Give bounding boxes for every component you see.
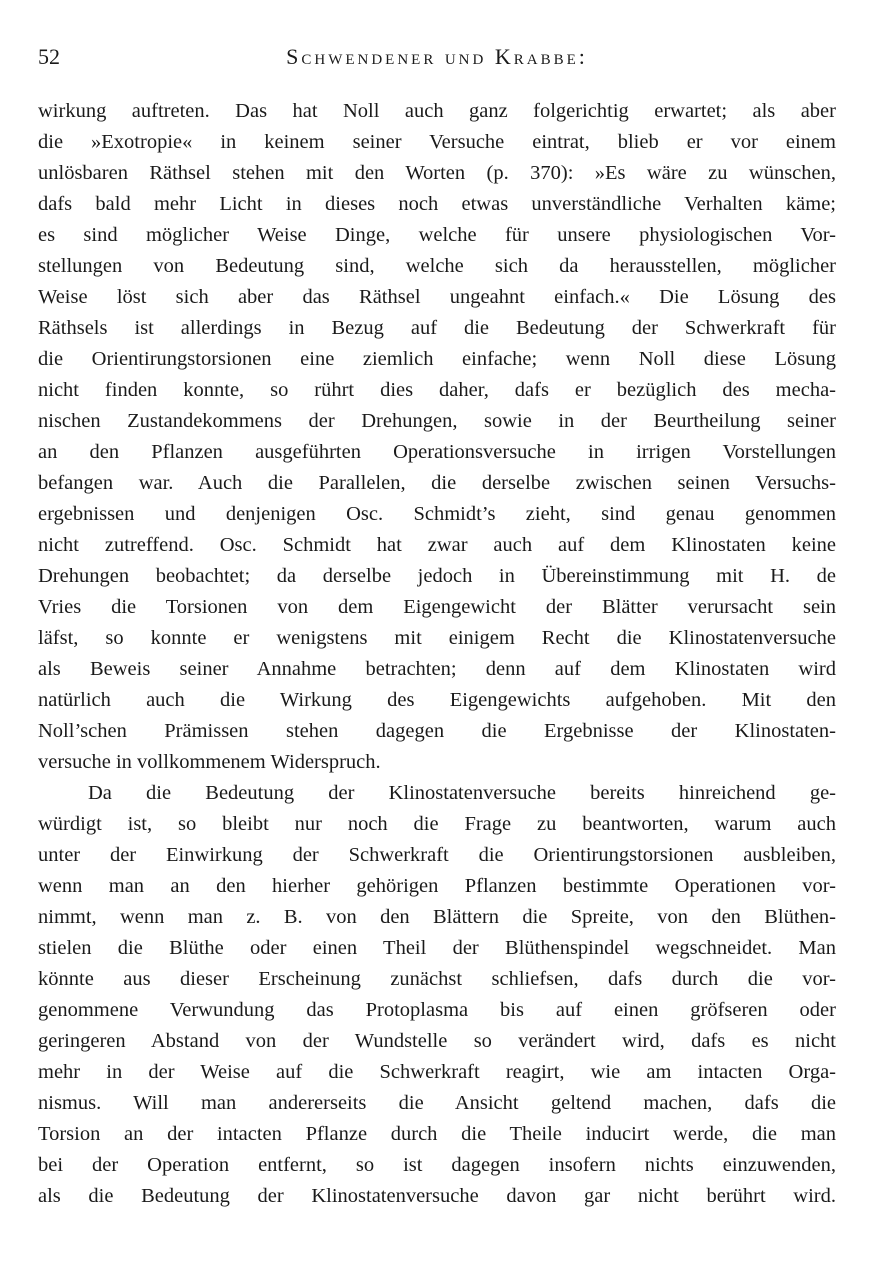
text-line: nischen Zustandekommens der Drehungen, sowie in der Beurtheilung seiner <box>38 410 836 432</box>
text-line: stellungen von Bedeutung sind, welche sich da herausstellen, möglicher <box>38 255 836 277</box>
text-line: Torsion an der intacten Pflanze durch die Theile inducirt werde, die man <box>38 1123 836 1145</box>
running-head <box>38 40 836 74</box>
text-line: Drehungen beobachtet; da derselbe jedoch in Übereinstimmung mit H. de <box>38 565 836 587</box>
paragraph-start-line: Da die Bedeutung der Klinostatenversuche bereits hinreichend ge- <box>88 782 836 804</box>
text-line: könnte aus dieser Erscheinung zunächst schliefsen, dafs durch die vor- <box>38 968 836 990</box>
text-line: wirkung auftreten. Das hat Noll auch ganz folgerichtig erwartet; als aber <box>38 100 836 122</box>
text-line: ergebnissen und denjenigen Osc. Schmidt’s zieht, sind genau genommen <box>38 503 836 525</box>
text-line: es sind möglicher Weise Dinge, welche für unsere physiologischen Vor- <box>38 224 836 246</box>
text-line: wenn man an den hierher gehörigen Pflanzen bestimmte Operationen vor- <box>38 875 836 897</box>
text-line: befangen war. Auch die Parallelen, die derselbe zwischen seinen Versuchs- <box>38 472 836 494</box>
text-line: nimmt, wenn man z. B. von den Blättern die Spreite, von den Blüthen- <box>38 906 836 928</box>
text-line: an den Pflanzen ausgeführten Operationsversuche in irrigen Vorstellungen <box>38 441 836 463</box>
text-line: Räthsels ist allerdings in Bezug auf die Bedeutung der Schwerkraft für <box>38 317 836 339</box>
text-line: als die Bedeutung der Klinostatenversuche davon gar nicht berührt wird. <box>38 1185 836 1207</box>
text-line: würdigt ist, so bleibt nur noch die Frage zu beantworten, warum auch <box>38 813 836 835</box>
text-line: nismus. Will man andererseits die Ansicht geltend machen, dafs die <box>38 1092 836 1114</box>
text-line: genommene Verwundung das Protoplasma bis auf einen gröfseren oder <box>38 999 836 1021</box>
page-number: 52 <box>38 44 60 69</box>
text-line: stielen die Blüthe oder einen Theil der Blüthenspindel wegschneidet. Man <box>38 937 836 959</box>
text-line: natürlich auch die Wirkung des Eigengewichts aufgehoben. Mit den <box>38 689 836 711</box>
text-line: nicht finden konnte, so rührt dies daher, dafs er bezüglich des mecha- <box>38 379 836 401</box>
text-line: die »Exotropie« in keinem seiner Versuche eintrat, blieb er vor einem <box>38 131 836 153</box>
text-line: die Orientirungstorsionen eine ziemlich einfache; wenn Noll diese Lösung <box>38 348 836 370</box>
text-line: Vries die Torsionen von dem Eigengewicht der Blätter verursacht sein <box>38 596 836 618</box>
body-text <box>38 96 836 1212</box>
paragraph-end-line: versuche in vollkommenem Widerspruch. <box>38 751 381 773</box>
text-line: nicht zutreffend. Osc. Schmidt hat zwar auch auf dem Klinostaten keine <box>38 534 836 556</box>
text-line: bei der Operation entfernt, so ist dagegen insofern nichts einzuwenden, <box>38 1154 836 1176</box>
text-line: unter der Einwirkung der Schwerkraft die Orientirungstorsionen ausbleiben, <box>38 844 836 866</box>
text-line: geringeren Abstand von der Wundstelle so verändert wird, dafs es nicht <box>38 1030 836 1052</box>
running-title: Schwendener und Krabbe: <box>286 44 588 69</box>
text-line: mehr in der Weise auf die Schwerkraft reagirt, wie am intacten Orga- <box>38 1061 836 1083</box>
text-line: unlösbaren Räthsel stehen mit den Worten (p. 370): »Es wäre zu wünschen, <box>38 162 836 184</box>
text-line: dafs bald mehr Licht in dieses noch etwas unverständliche Verhalten käme; <box>38 193 836 215</box>
text-line: Weise löst sich aber das Räthsel ungeahnt einfach.« Die Lösung des <box>38 286 836 308</box>
text-line: läfst, so konnte er wenigstens mit einigem Recht die Klinostatenversuche <box>38 627 836 649</box>
text-line: als Beweis seiner Annahme betrachten; denn auf dem Klinostaten wird <box>38 658 836 680</box>
text-line: Noll’schen Prämissen stehen dagegen die Ergebnisse der Klinostaten- <box>38 720 836 742</box>
